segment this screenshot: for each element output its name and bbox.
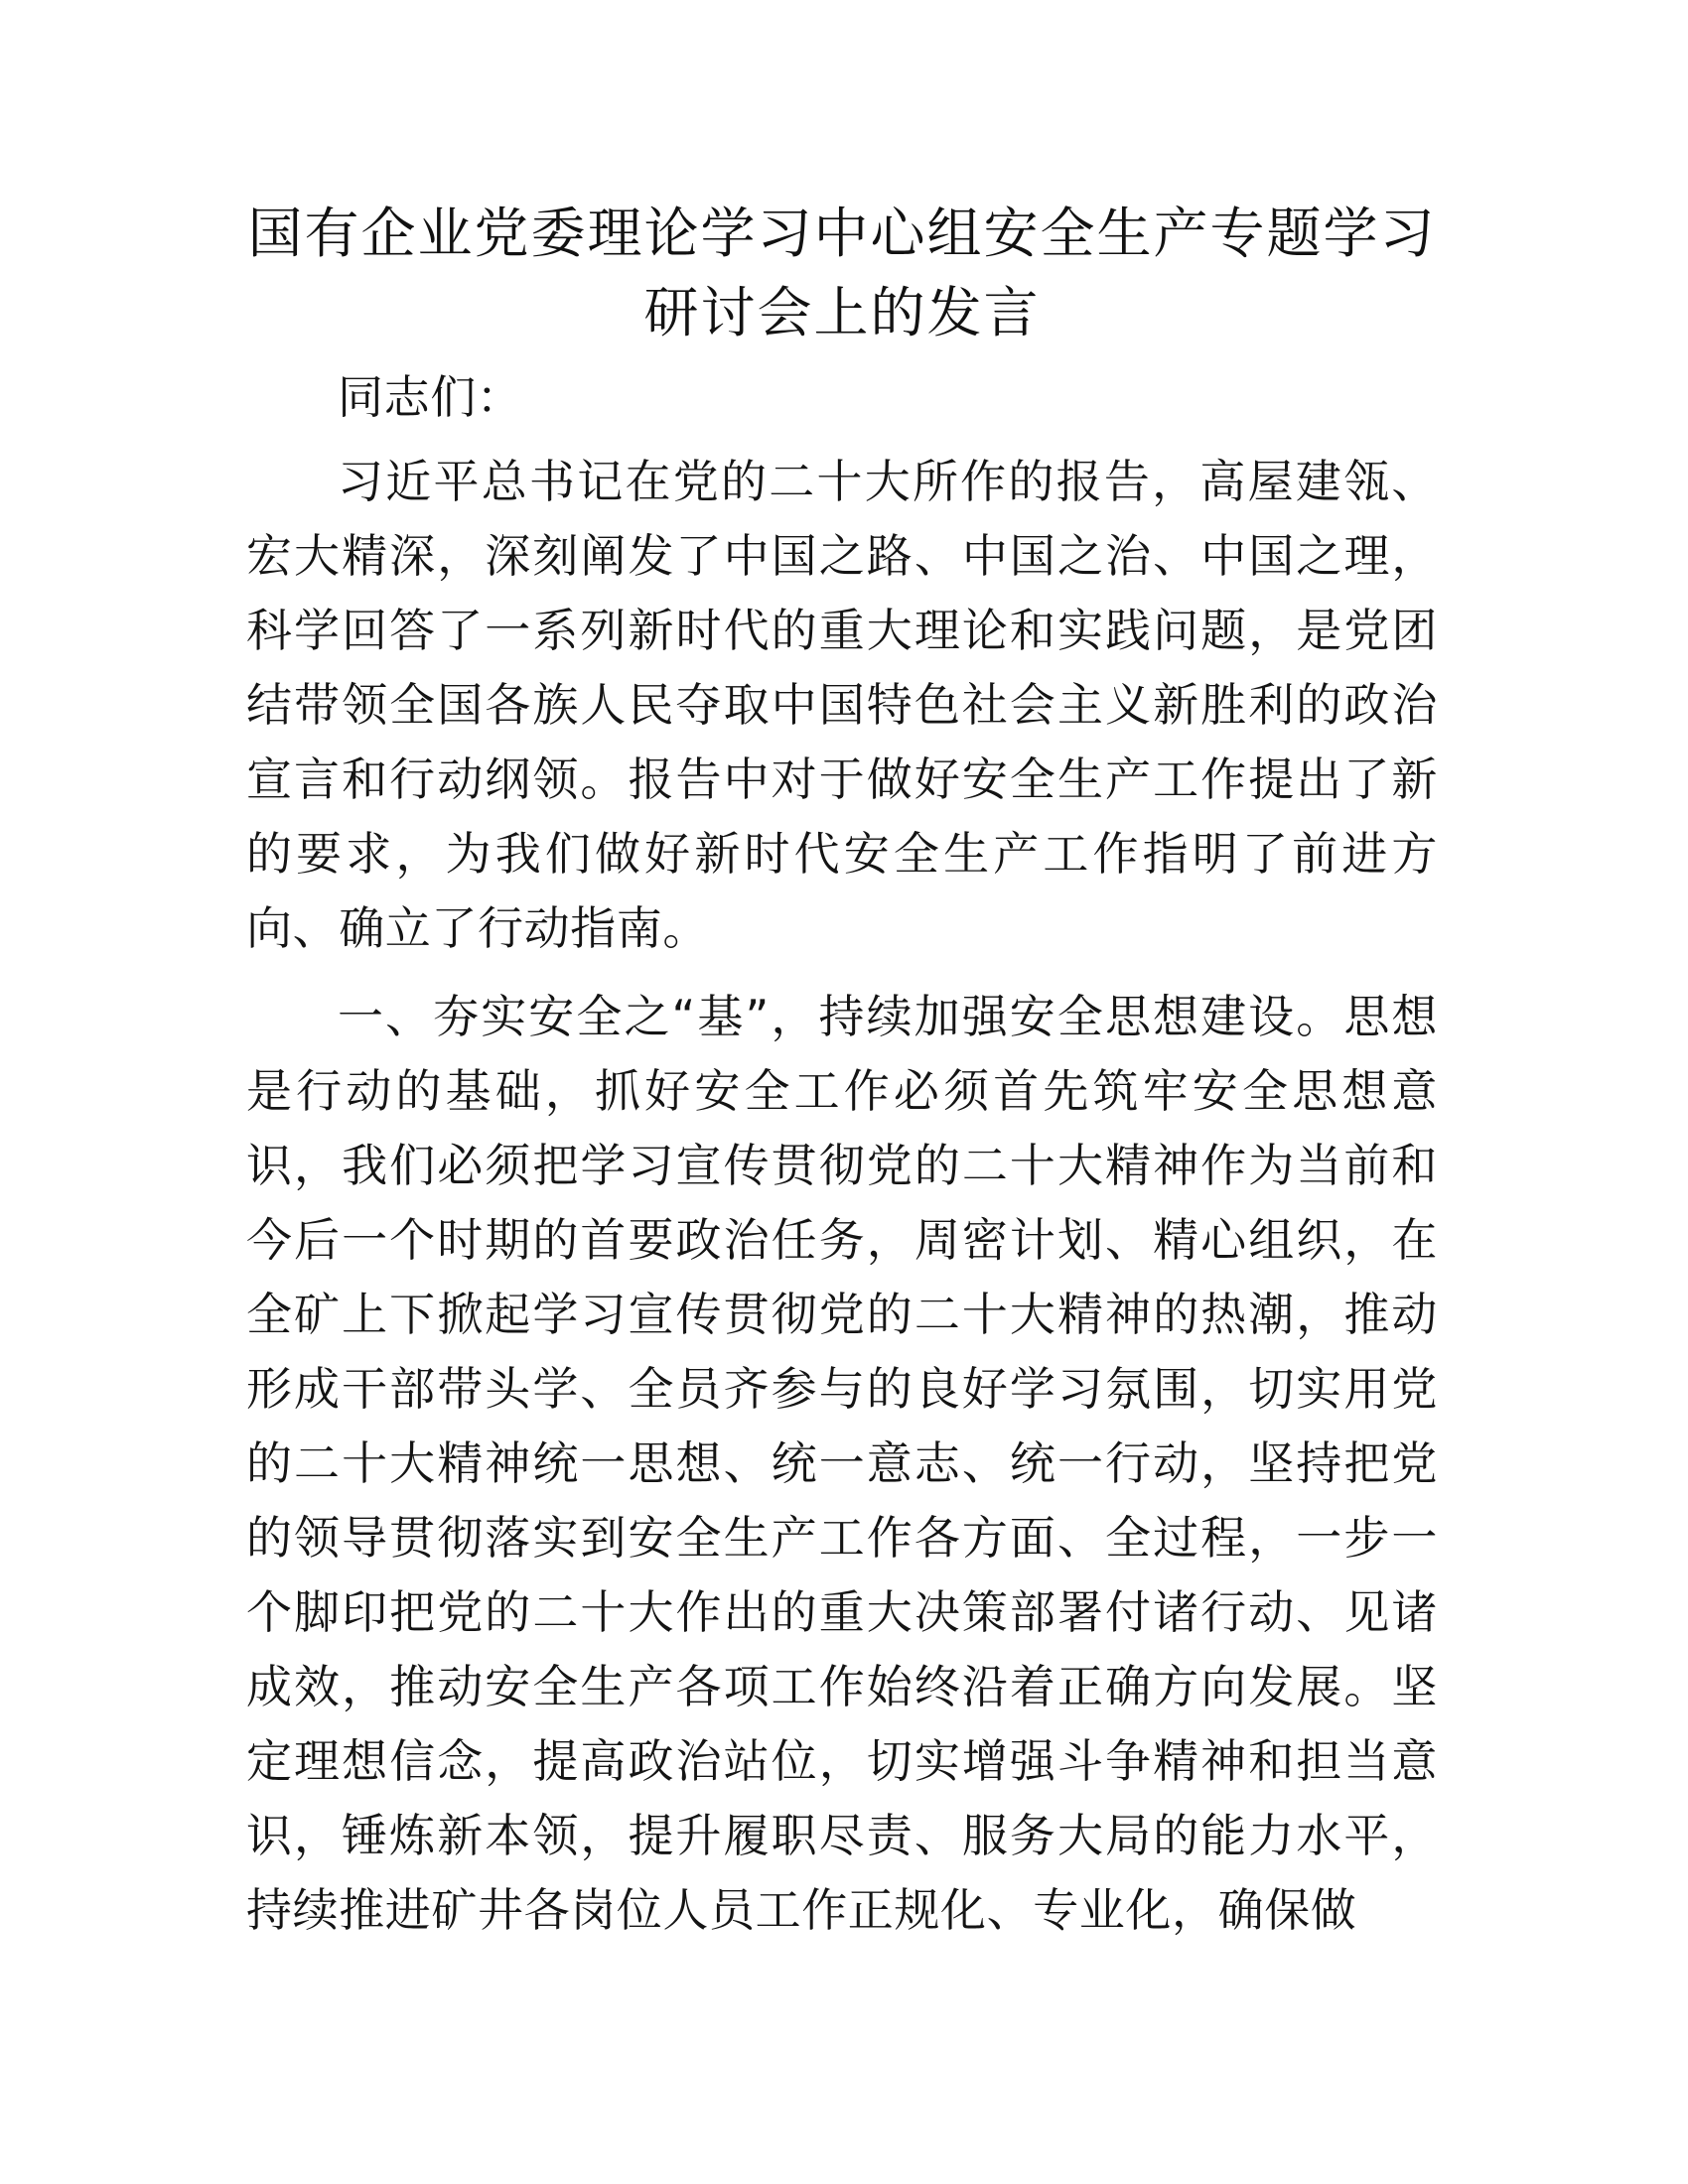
paragraph-intro: 习近平总书记在党的二十大所作的报告，高屋建瓴、宏大精深，深刻阐发了中国之路、中国之治、中国之理，科学回答了一系列新时代的重大理论和实践问题，是党团结带领全国各族人民夺取中国特色社会主义新胜利的政治宣言和行动纲领。报告中对于做好安全生产工作提出了新的要求，为我们做好新时代安全生产工作指明了前进方向、确立了行动指南。 [246, 455, 1438, 955]
paragraph-section-one: 一、夯实安全之“基”，持续加强安全思想建设。思想是行动的基础，抓好安全工作必须首先筑牢安全思想意识，我们必须把学习宣传贯彻党的二十大精神作为当前和今后一个时期的首要政治任务，周密计划、精心组织，在全矿上下掀起学习宣传贯彻党的二十大精神的热潮，推动形成干部带头学、全员齐参与的良好学习氛围，切实用党的二十大精神统一思想、统一意志、统一行动，坚持把党的领导贯彻落实到安全生产工作各方面、全过程，一步一个脚印把党的二十大作出的重大决策部署付诸行动、见诸成效，推动安全生产各项工作始终沿着正确方向发展。坚定理想信念，提高政治站位，切实增强斗争精神和担当意识，锤炼新本领，提升履职尽责、服务大局的能力水平，持续推进矿井各岗位人员工作正规化、专业化，确保做 [246, 990, 1438, 1937]
document-title: 国有企业党委理论学习中心组安全生产专题学习研讨会上的发言 [247, 202, 1437, 344]
document-body [246, 194, 1438, 1948]
salutation: 同志们： [338, 370, 523, 424]
